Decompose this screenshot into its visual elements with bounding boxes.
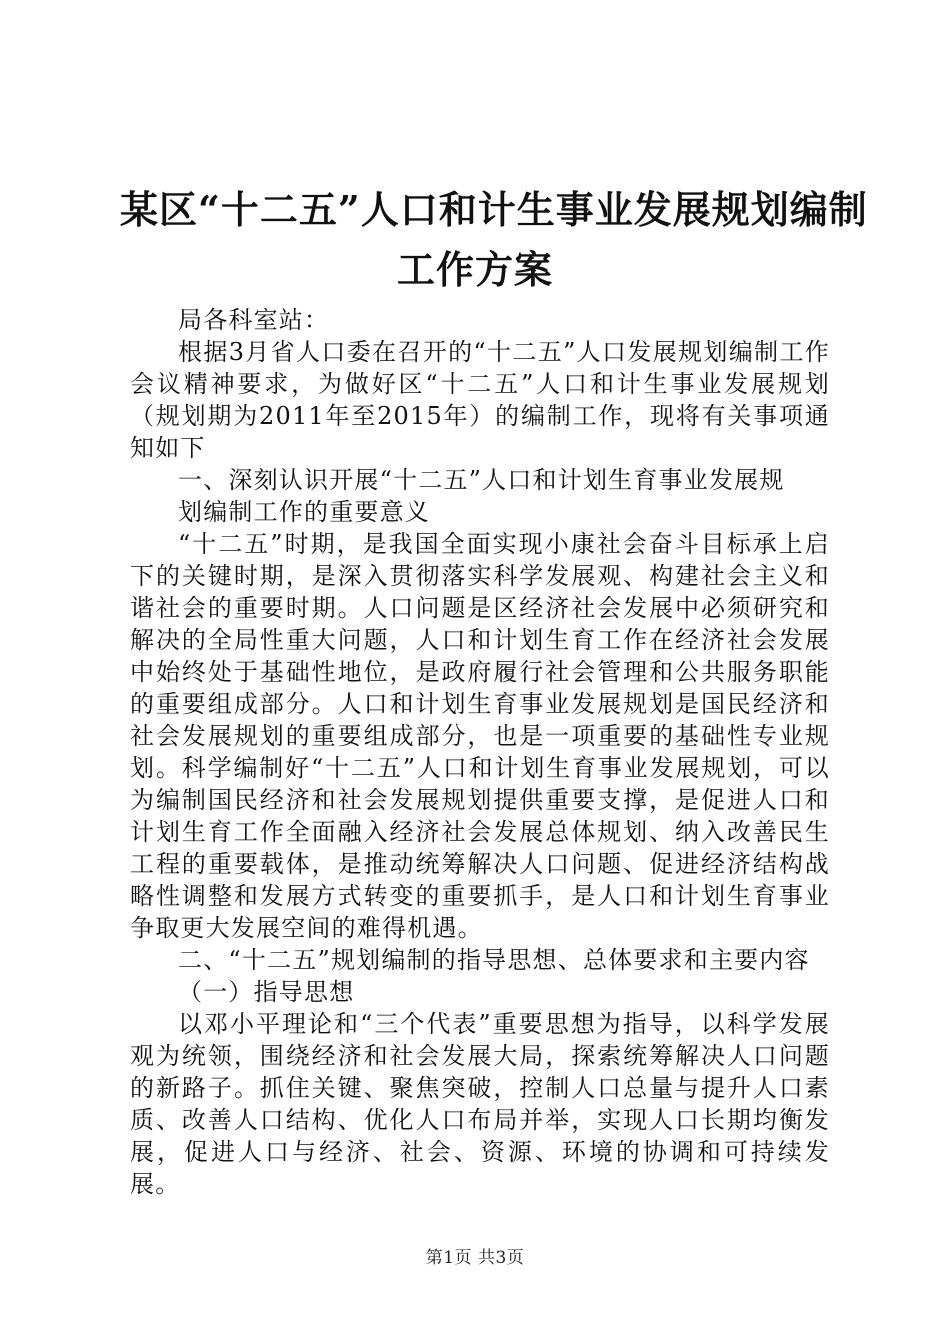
document-title-line1: 某区“十二五”人口和计生事业发展规划编制: [120, 187, 868, 232]
document-body: [130, 304, 830, 1200]
page-number: 第1页 共3页: [425, 1248, 525, 1268]
section-heading-2: 二、“十二五”规划编制的指导思想、总体要求和主要内容: [178, 946, 810, 974]
intro-paragraph: 根据3月省人口委在召开的“十二五”人口发展规划编制工作会议精神要求，为做好区“十二五”人口和计生事业发展规划（规划期为2011年至2015年）的编制工作，现将有关事项通知如下: [130, 338, 830, 462]
document-title-line2: 工作方案: [396, 247, 553, 292]
section-heading-1: 一、深刻认识开展“十二五”人口和计划生育事业发展规: [178, 466, 785, 494]
section-heading-1-continued: 划编制工作的重要意义: [178, 498, 430, 526]
salutation: 局各科室站：: [178, 306, 330, 334]
subheading-guiding-ideology: （一）指导思想: [178, 978, 355, 1006]
significance-paragraph: “十二五”时期，是我国全面实现小康社会奋斗目标承上启下的关键时期，是深入贯彻落实科学发展观、构建社会主义和谐社会的重要时期。人口问题是区经济社会发展中必须研究和解决的全局性重大问题，人口和计划生育工作在经济社会发展中始终处于基础性地位，是政府履行社会管理和公共服务职能的重要组成部分。人口和计划生育事业发展规划是国民经济和社会发展规划的重要组成部分，也是一项重要的基础性专业规划。科学编制好“十二五”人口和计划生育事业发展规划，可以为编制国民经济和社会发展规划提供重要支撑，是促进人口和计划生育工作全面融入经济社会发展总体规划、纳入改善民生工程的重要载体，是推动统筹解决人口问题、促进经济结构战略性调整和发展方式转变的重要抓手，是人口和计划生育事业争取更大发展空间的难得机遇。: [130, 530, 830, 942]
guiding-ideology-paragraph: 以邓小平理论和“三个代表”重要思想为指导，以科学发展观为统领，围绕经济和社会发展大局，探索统筹解决人口问题的新路子。抓住关键、聚焦突破，控制人口总量与提升人口素质、改善人口结构、优化人口布局并举，实现人口长期均衡发展，促进人口与经济、社会、资源、环境的协调和可持续发展。: [130, 1010, 830, 1198]
